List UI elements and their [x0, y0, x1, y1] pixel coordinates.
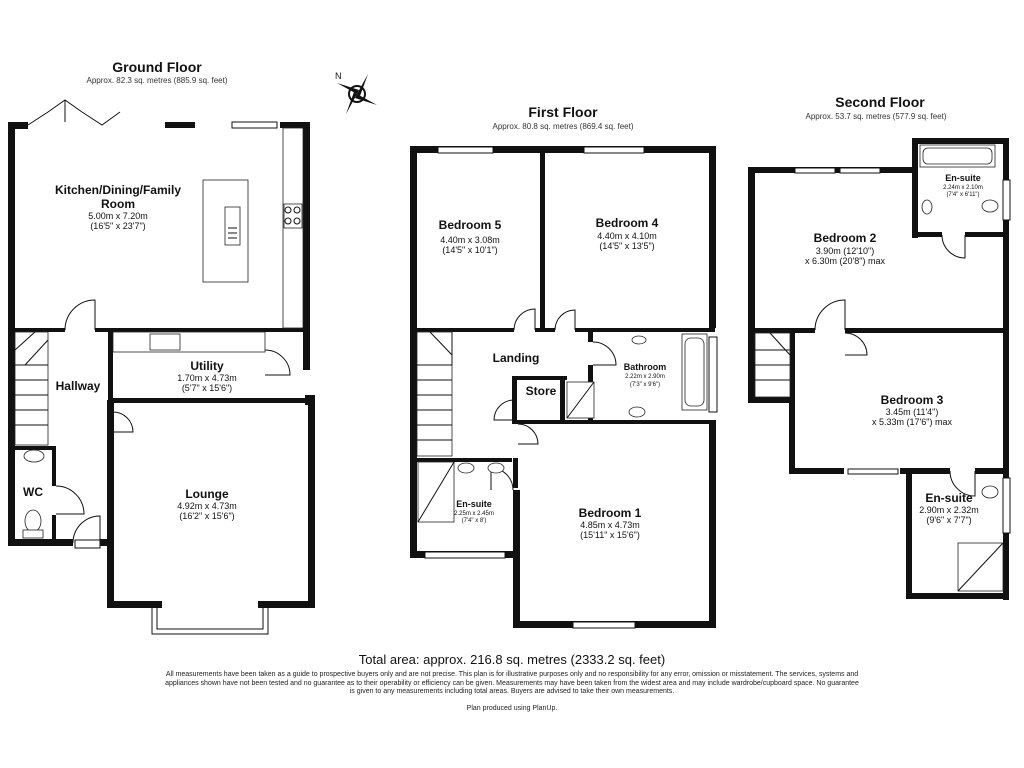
- bedroom1-dim-metric: 4.85m x 4.73m: [580, 520, 640, 530]
- window: [232, 122, 277, 128]
- ensuite-bottom-dim-metric: 2.90m x 2.32m: [919, 505, 979, 515]
- bedroom4-dim-imperial: (14'5" x 13'5"): [599, 241, 655, 251]
- first-stairs: [417, 332, 452, 456]
- door-lounge: [113, 412, 133, 432]
- second-floor: [748, 94, 1010, 600]
- front-door: [73, 516, 100, 543]
- bifold-door: [28, 100, 120, 125]
- utility-dim-imperial: (5'7" x 15'6"): [181, 383, 233, 393]
- disclaimer: All measurements have been taken as a guide to prospective buyers only and are not precise. This plan is for illustrative purposes only and no responsibility for any error, omission or misstatement. The services, systems and appliances shown have not been tested and no guarantee as to their operability or efficiency can be given. Measurements may have been taken from the widest area and may include wardrobe/cupboard space. No guarantee is given to any measurements including total areas. Buyers are advised to take their own measurements.: [165, 671, 859, 695]
- compass-rose-icon: [335, 71, 377, 114]
- lounge-dim-imperial: (16'2" x 15'6"): [179, 511, 235, 521]
- door-kitchen: [65, 300, 95, 330]
- ground-stairs: [15, 332, 48, 445]
- ensuite-dim-metric: 2.25m x 2.45m: [454, 511, 494, 517]
- bedroom5-name: Bedroom 5: [438, 218, 502, 232]
- bedroom3-dim-2: x 5.33m (17'6") max: [872, 417, 952, 427]
- bedroom2-dim-1: 3.90m (12'10"): [815, 246, 875, 256]
- bathroom-name: Bathroom: [623, 362, 667, 372]
- first-floor-area: Approx. 80.8 sq. metres (869.4 sq. feet): [492, 122, 634, 131]
- bathroom-dim-metric: 2.22m x 2.90m: [625, 374, 665, 380]
- utility-units: [113, 332, 265, 352]
- bedroom1-name: Bedroom 1: [578, 506, 642, 520]
- bedroom4-dim-metric: 4.40m x 4.10m: [597, 231, 657, 241]
- ground-floor-area: Approx. 82.3 sq. metres (885.9 sq. feet): [86, 76, 228, 85]
- bedroom2-dim-2: x 6.30m (20'8") max: [805, 256, 885, 266]
- bathroom-dim-imperial: (7'3" x 9'6"): [629, 382, 661, 388]
- door-wc: [56, 486, 84, 514]
- door-bedroom5: [514, 309, 535, 330]
- kitchen-name-2: Room: [101, 197, 135, 211]
- total-area: Total area: approx. 216.8 sq. metres (2333.2 sq. feet): [358, 652, 666, 667]
- credit: Plan produced using PlanUp.: [466, 705, 558, 712]
- ensuite-top-name: En-suite: [945, 173, 981, 183]
- ensuite-top-dim-metric: 2.24m x 2.10m: [943, 185, 983, 191]
- kitchen-name: Kitchen/Dining/Family: [54, 183, 182, 197]
- bedroom5-dim-imperial: (14'5" x 10'1"): [442, 245, 498, 255]
- compass-label: N: [335, 71, 342, 81]
- first-floor: [410, 104, 717, 628]
- lounge-name: Lounge: [185, 487, 229, 501]
- kitchen-dim-metric: 5.00m x 7.20m: [88, 211, 148, 221]
- second-floor-title: Second Floor: [835, 94, 925, 110]
- ensuite-dim-imperial: (7'4" x 8'): [461, 518, 487, 524]
- basin: [24, 450, 44, 462]
- second-stairs: [755, 333, 790, 397]
- toilet: [25, 510, 41, 532]
- second-floor-area: Approx. 53.7 sq. metres (577.9 sq. feet): [805, 112, 947, 121]
- ensuite-bottom-name: En-suite: [925, 491, 973, 505]
- bedroom5-dim-metric: 4.40m x 3.08m: [440, 235, 500, 245]
- bedroom3-dim-1: 3.45m (11'4"): [885, 407, 939, 417]
- bedroom3-name: Bedroom 3: [880, 393, 944, 407]
- ground-floor: [8, 59, 315, 634]
- wc-name: WC: [23, 485, 43, 499]
- bedroom1-dim-imperial: (15'11" x 15'6"): [580, 530, 640, 540]
- ground-floor-title: Ground Floor: [112, 59, 202, 75]
- kitchen-dim-imperial: (16'5" x 23'7"): [90, 221, 146, 231]
- store-name: Store: [525, 384, 557, 398]
- utility-dim-metric: 1.70m x 4.73m: [177, 373, 237, 383]
- toilet: [629, 407, 645, 417]
- hallway-name: Hallway: [55, 379, 101, 393]
- lounge-dim-metric: 4.92m x 4.73m: [177, 501, 237, 511]
- ensuite-name: En-suite: [456, 499, 492, 509]
- landing-name: Landing: [492, 351, 540, 365]
- ensuite-bottom-dim-imperial: (9'6" x 7'7"): [926, 515, 972, 525]
- first-floor-title: First Floor: [528, 104, 598, 120]
- ensuite-top-dim-imperial: (7'4" x 6'11"): [946, 192, 980, 198]
- bedroom2-name: Bedroom 2: [813, 231, 877, 245]
- utility-name: Utility: [190, 359, 224, 373]
- door-utility: [265, 350, 290, 375]
- bedroom4-name: Bedroom 4: [595, 216, 659, 230]
